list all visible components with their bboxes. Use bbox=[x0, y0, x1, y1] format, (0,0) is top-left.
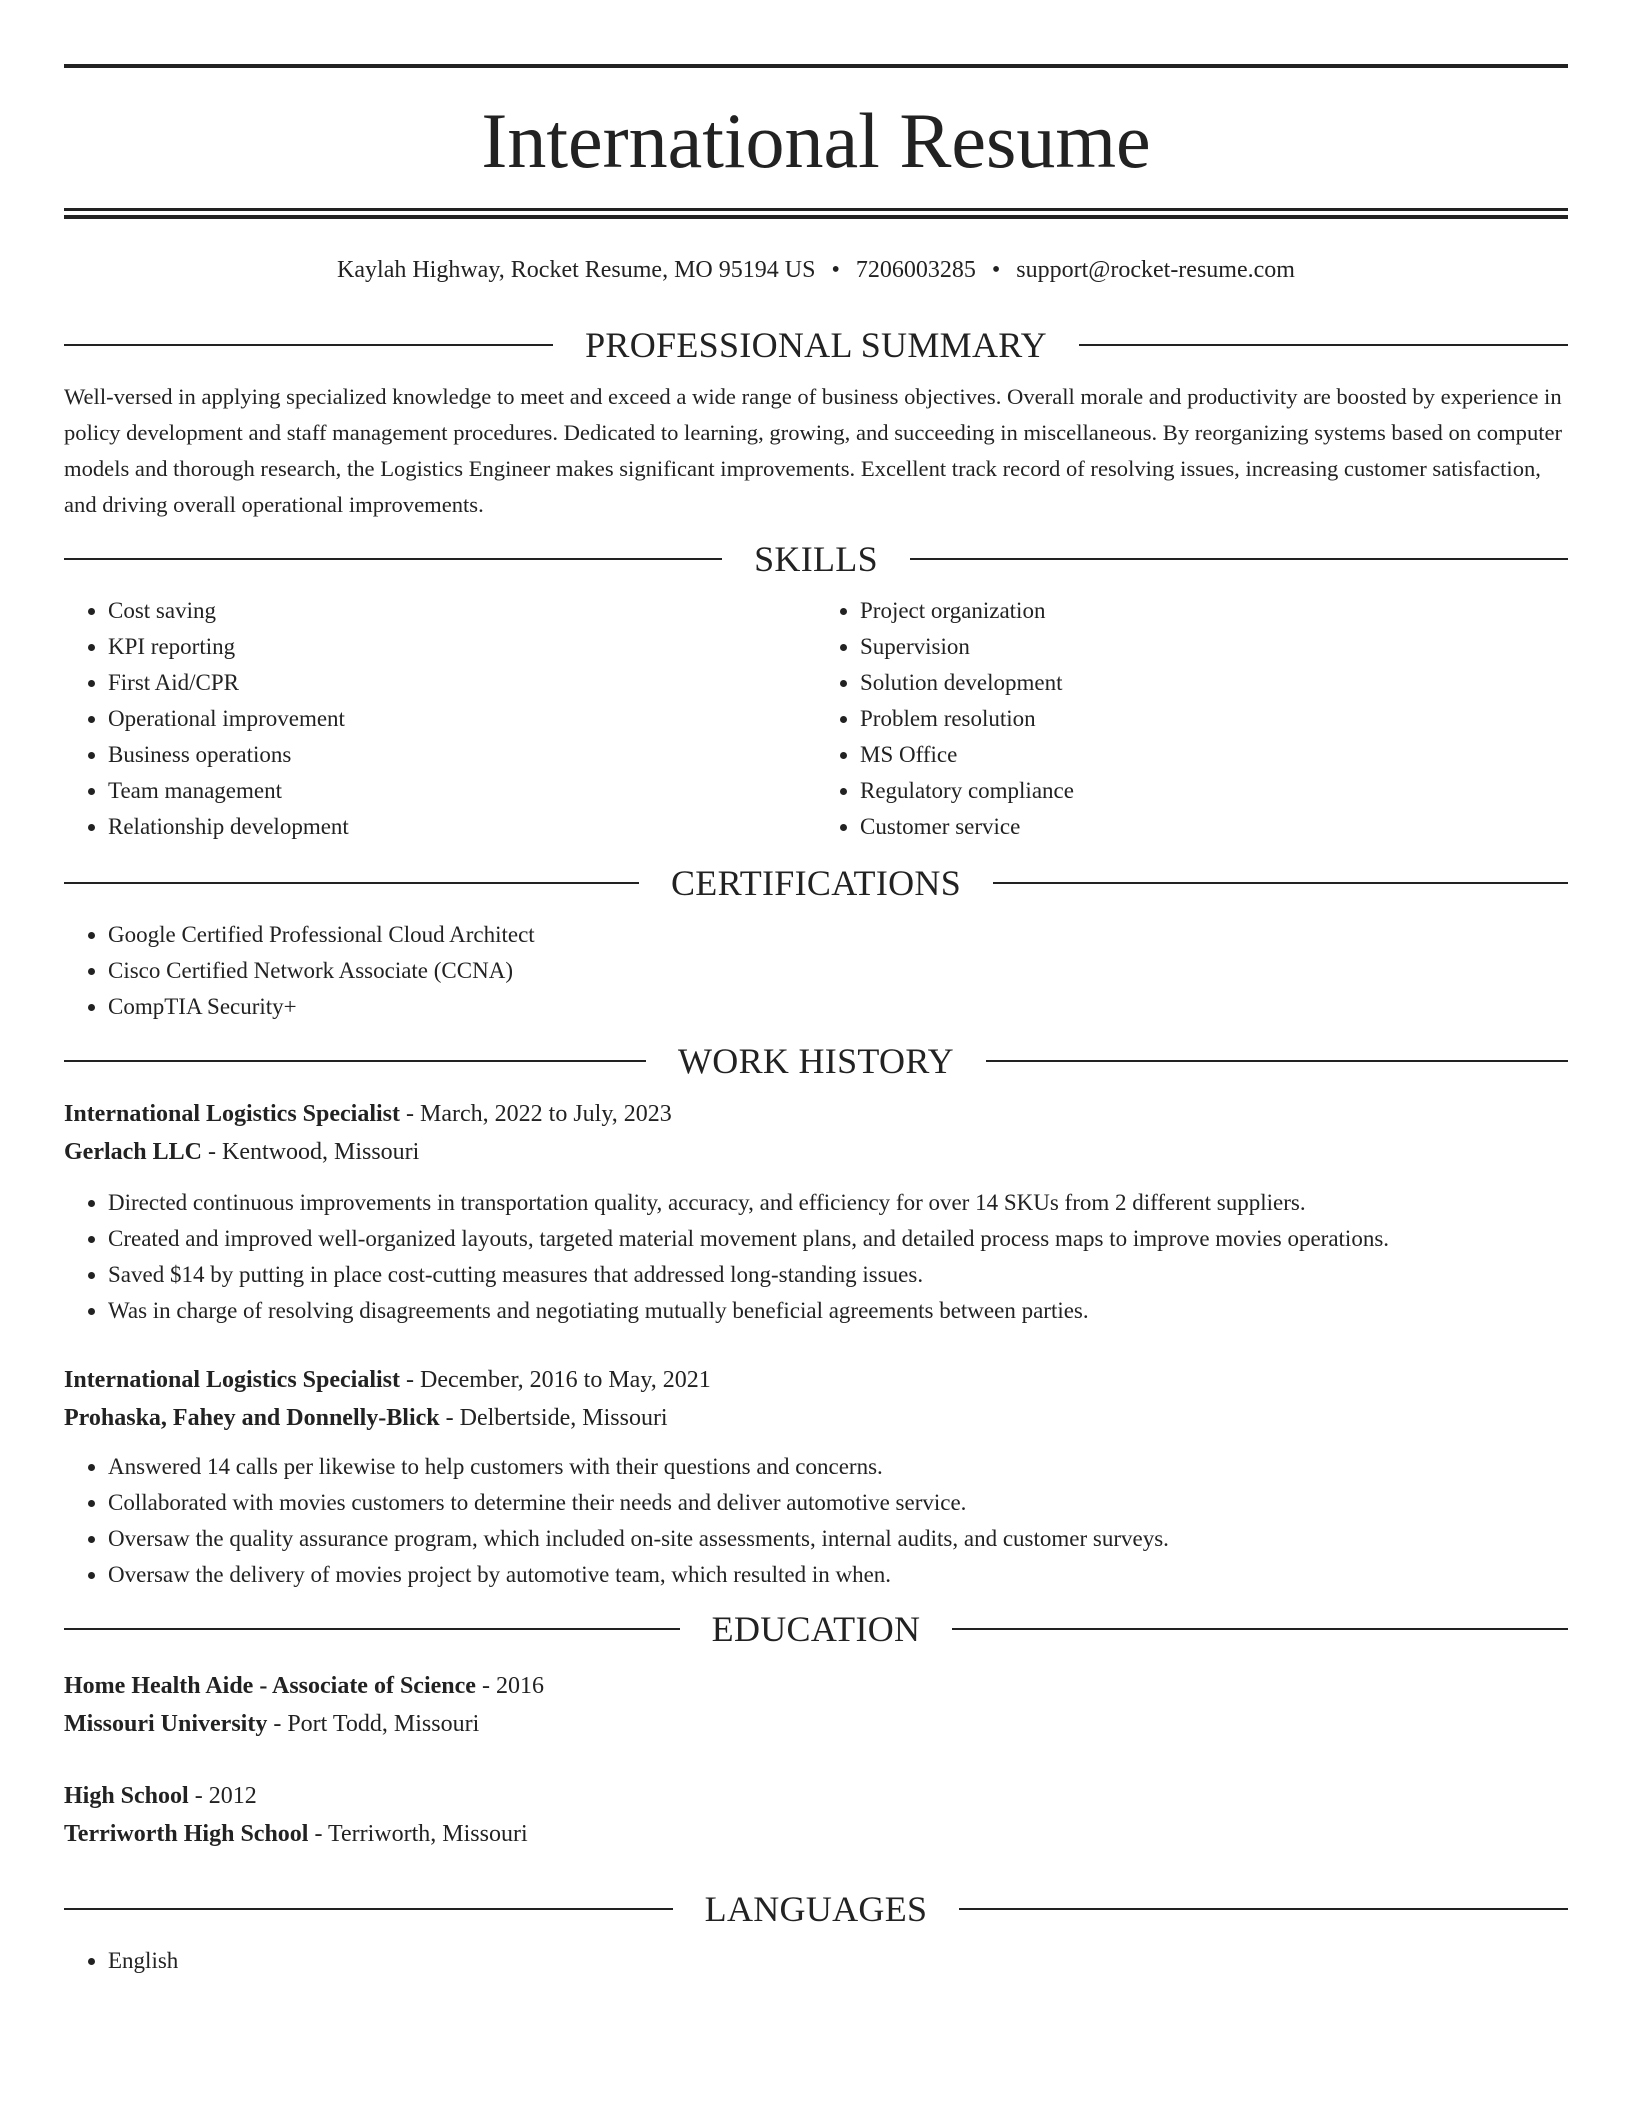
job-company-line: Prohaska, Fahey and Donnelly-Blick - Delbertside, Missouri bbox=[64, 1405, 668, 1431]
languages-list bbox=[64, 1943, 1568, 1979]
job-company: Gerlach LLC bbox=[64, 1139, 202, 1165]
section-title: PROFESSIONAL SUMMARY bbox=[585, 325, 1047, 365]
job-company-line: Gerlach LLC - Kentwood, Missouri bbox=[64, 1139, 420, 1165]
education-school: Missouri University bbox=[64, 1711, 268, 1737]
skill-item: • First Aid/CPR bbox=[108, 665, 816, 701]
education-school-line: Missouri University - Port Todd, Missouri bbox=[64, 1711, 480, 1737]
section-heading-languages bbox=[64, 1885, 1568, 1933]
job-bullet: • Created and improved well-organized layouts, targeted material movement plans, and detailed process maps to improve movies operations. bbox=[108, 1221, 1568, 1257]
section-heading-education bbox=[64, 1605, 1568, 1653]
language-item: • English bbox=[108, 1943, 1568, 1979]
job-bullets bbox=[64, 1185, 1568, 1329]
skill-item: • Supervision bbox=[860, 629, 1568, 665]
contact-separator: • bbox=[991, 257, 1001, 283]
job-bullet: • Oversaw the delivery of movies project by automotive team, which resulted in when. bbox=[108, 1557, 1568, 1593]
education-degree: Home Health Aide - Associate of Science bbox=[64, 1673, 476, 1699]
education-degree: High School bbox=[64, 1783, 189, 1809]
education-location: Port Todd, Missouri bbox=[287, 1711, 480, 1737]
job-bullet: • Collaborated with movies customers to determine their needs and deliver automotive service. bbox=[108, 1485, 1568, 1521]
skill-item: • Cost saving bbox=[108, 593, 816, 629]
section-title: WORK HISTORY bbox=[678, 1041, 954, 1081]
job-company: Prohaska, Fahey and Donnelly-Blick bbox=[64, 1405, 440, 1431]
job-bullet: • Directed continuous improvements in transportation quality, accuracy, and efficiency for over 14 SKUs from 2 different suppliers. bbox=[108, 1185, 1568, 1221]
education-school: Terriworth High School bbox=[64, 1821, 309, 1847]
job-title: International Logistics Specialist bbox=[64, 1367, 401, 1393]
resume-page bbox=[64, 64, 1568, 1979]
job-dates: March, 2022 to July, 2023 bbox=[420, 1101, 672, 1127]
education-school-line: Terriworth High School - Terriworth, Missouri bbox=[64, 1821, 528, 1847]
job-location: Kentwood, Missouri bbox=[222, 1139, 420, 1165]
job-location: Delbertside, Missouri bbox=[459, 1405, 668, 1431]
summary-text: Well-versed in applying specialized knowledge to meet and exceed a wide range of business objectives. Overall morale and productivity are boosted by experience in policy development and staff management procedures. Dedicated to learning, growing, and succeeding in miscellaneous. By reorganizing systems based on computer models and thorough research, the Logistics Engineer makes significant improvements. Excellent track record of resolving issues, increasing customer satisfaction, and driving overall operational improvements. bbox=[64, 384, 1563, 517]
job-title-line: International Logistics Specialist - December, 2016 to May, 2021 bbox=[64, 1367, 711, 1393]
job-bullet: • Answered 14 calls per likewise to help customers with their questions and concerns. bbox=[108, 1449, 1568, 1485]
job-bullet: • Was in charge of resolving disagreements and negotiating mutually beneficial agreements between parties. bbox=[108, 1293, 1568, 1329]
title-double-rule bbox=[64, 208, 1568, 219]
education-degree-line: High School - 2012 bbox=[64, 1783, 257, 1809]
section-title: EDUCATION bbox=[711, 1609, 921, 1649]
education-degree-line: Home Health Aide - Associate of Science - 2016 bbox=[64, 1673, 544, 1699]
job-entry bbox=[64, 1095, 1568, 1329]
certifications-list bbox=[64, 917, 1568, 1025]
top-rule bbox=[64, 64, 1568, 68]
certification-item: • Cisco Certified Network Associate (CCNA) bbox=[108, 953, 1568, 989]
section-title: CERTIFICATIONS bbox=[670, 863, 962, 903]
resume-title: International Resume bbox=[481, 97, 1151, 184]
contact-line bbox=[64, 255, 1568, 285]
section-title: SKILLS bbox=[754, 539, 878, 579]
education-location: Terriworth, Missouri bbox=[328, 1821, 528, 1847]
job-bullet: • Oversaw the quality assurance program, which included on-site assessments, internal audits, and customer surveys. bbox=[108, 1521, 1568, 1557]
job-dates: December, 2016 to May, 2021 bbox=[420, 1367, 711, 1393]
section-heading-summary bbox=[64, 321, 1568, 369]
skill-item: • Relationship development bbox=[108, 809, 816, 845]
contact-email: support@rocket-resume.com bbox=[1016, 257, 1295, 283]
section-heading-certifications bbox=[64, 859, 1568, 907]
skill-item: • MS Office bbox=[860, 737, 1568, 773]
skill-item: • Solution development bbox=[860, 665, 1568, 701]
skill-item: • Customer service bbox=[860, 809, 1568, 845]
skills-list bbox=[64, 593, 1568, 845]
job-title-line: International Logistics Specialist - March, 2022 to July, 2023 bbox=[64, 1101, 672, 1127]
education-year: 2012 bbox=[208, 1783, 257, 1809]
section-heading-work bbox=[64, 1037, 1568, 1085]
skills-column-left bbox=[64, 593, 816, 845]
skills-column-right bbox=[816, 593, 1568, 845]
skill-item: • KPI reporting bbox=[108, 629, 816, 665]
skill-item: • Team management bbox=[108, 773, 816, 809]
job-title: International Logistics Specialist bbox=[64, 1101, 401, 1127]
skill-item: • Operational improvement bbox=[108, 701, 816, 737]
education-entry bbox=[64, 1777, 1568, 1853]
skill-item: • Project organization bbox=[860, 593, 1568, 629]
contact-separator: • bbox=[831, 257, 840, 283]
skill-item: • Business operations bbox=[108, 737, 816, 773]
certification-item: • Google Certified Professional Cloud Architect bbox=[108, 917, 1568, 953]
job-bullet: • Saved $14 by putting in place cost-cutting measures that addressed long-standing issues. bbox=[108, 1257, 1568, 1293]
education-year: 2016 bbox=[495, 1673, 544, 1699]
section-title: LANGUAGES bbox=[704, 1889, 928, 1929]
skill-item: • Problem resolution bbox=[860, 701, 1568, 737]
contact-address: Kaylah Highway, Rocket Resume, MO 95194 US bbox=[337, 257, 816, 283]
section-heading-skills bbox=[64, 535, 1568, 583]
job-bullets bbox=[64, 1449, 1568, 1593]
job-entry bbox=[64, 1361, 1568, 1593]
education-entry bbox=[64, 1667, 1568, 1743]
skill-item: • Regulatory compliance bbox=[860, 773, 1568, 809]
certification-item: • CompTIA Security+ bbox=[108, 989, 1568, 1025]
contact-phone: 7206003285 bbox=[855, 257, 976, 283]
